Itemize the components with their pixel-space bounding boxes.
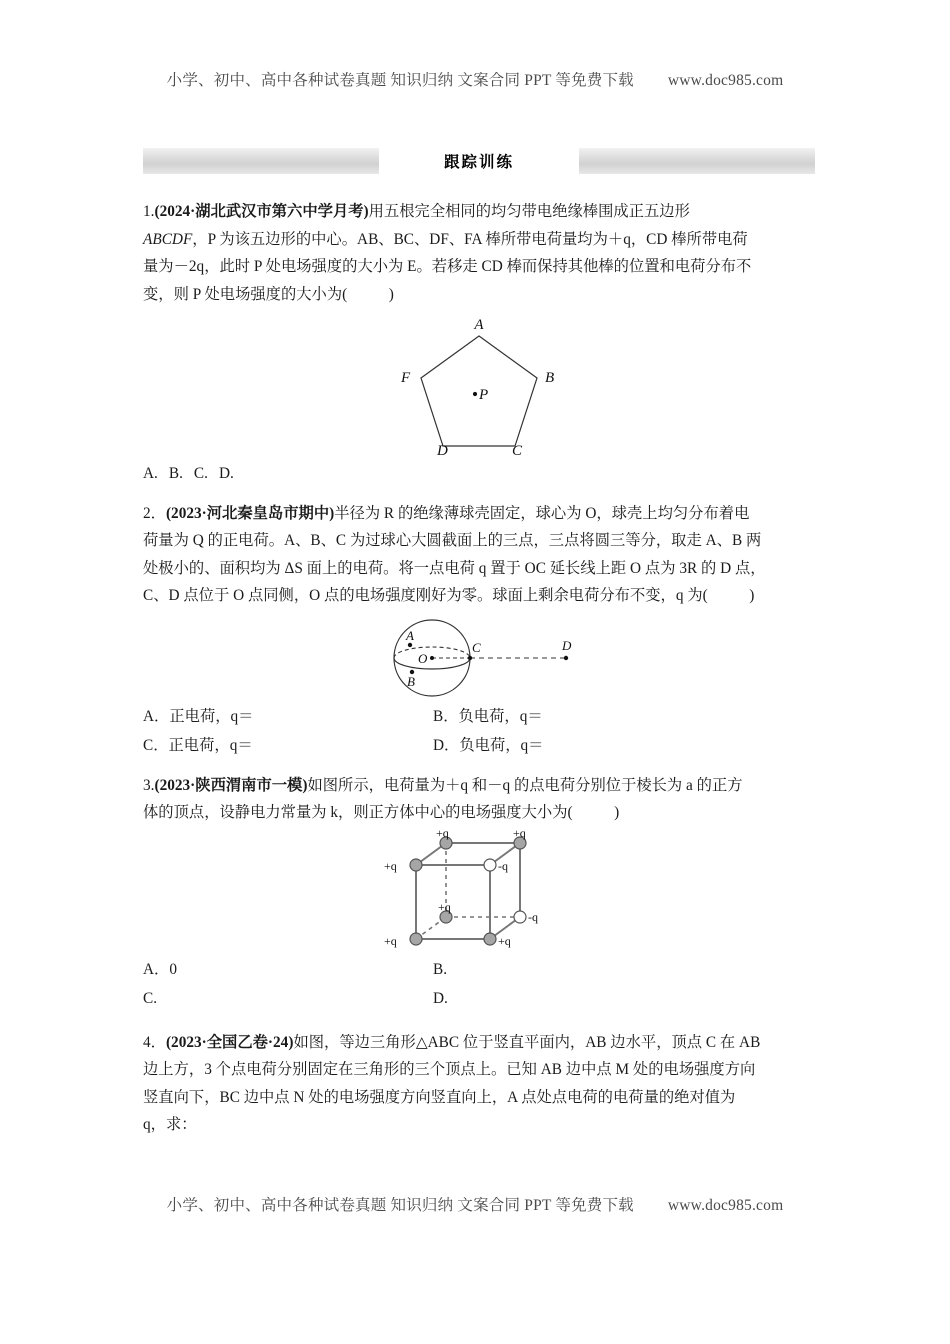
figure-cube [143, 829, 815, 953]
header-watermark-text: 小学、初中、高中各种试卷真题 知识归纳 文案合同 PPT 等免费下载 [166, 72, 634, 89]
question-3 [143, 772, 815, 1013]
cube-label-front-bottom-right: +q [498, 933, 511, 948]
question-2-close-paren: ) [749, 587, 755, 604]
question-3-options [143, 955, 815, 1013]
question-1-options [143, 460, 815, 488]
question-1-option-b[interactable]: B. [168, 465, 183, 482]
question-4-line1: 如图，等边三角形△ABC 位于竖直平面内，AB 边水平，顶点 C 在 AB [293, 1033, 761, 1051]
question-4-number: 4． [143, 1033, 166, 1051]
sphere-svg [344, 614, 614, 700]
question-1-line4: 变，则 P 处电场强度的大小为( [143, 285, 348, 303]
cube-vertex-front-top-left [410, 859, 422, 871]
question-1-text [143, 198, 815, 308]
cube-vertex-front-bottom-left [410, 933, 422, 945]
sphere-point-c [468, 655, 472, 659]
pentagon-vertex-f: F [401, 370, 411, 386]
question-3-line1: 如图所示，电荷量为＋q 和－q 的点电荷分别位于棱长为 a 的正方 [307, 776, 743, 794]
question-3-option-d[interactable]: D. [433, 989, 448, 1007]
cube-vertex-front-top-right [484, 859, 496, 871]
question-1-label-abcdf: ABCDF [143, 230, 193, 248]
sphere-point-d [564, 655, 568, 659]
question-2-line4: C、D 点位于 O 点同侧，O 点的电场强度刚好为零。球面上剩余电荷分布不变，q 为( [143, 587, 708, 604]
question-3-text [143, 772, 815, 827]
document-content [143, 148, 815, 1145]
sphere-label-o: O [418, 650, 428, 666]
question-2-option-a[interactable]: A．正电荷，q＝ [143, 707, 254, 725]
cube-label-back-top-right: +q [513, 828, 526, 840]
question-4-line3: 竖直向下，BC 边中点 N 处的电场强度方向竖直向上，A 点处点电荷的电荷量的绝对值为 [143, 1088, 736, 1106]
cube-vertex-back-bottom-right [514, 911, 526, 923]
question-2-number: 2． [143, 504, 166, 522]
section-banner-center [379, 148, 579, 174]
sphere-label-a: A [406, 627, 414, 643]
figure-sphere [143, 614, 815, 700]
sphere-label-b: B [407, 673, 415, 689]
question-3-close-paren: ) [614, 804, 620, 821]
pentagon-center-label: P [479, 387, 489, 403]
question-1-option-c[interactable]: C. [193, 465, 208, 482]
question-1-number: 1. [143, 203, 155, 220]
question-3-option-c[interactable]: C. [143, 989, 158, 1007]
question-3-option-b[interactable]: B. [433, 960, 448, 978]
section-title: 跟踪训练 [443, 153, 514, 171]
header-watermark [0, 68, 950, 90]
question-2 [143, 500, 815, 760]
cube-svg [374, 829, 584, 953]
question-1-line1: 用五根完全相同的均匀带电绝缘棒围成正五边形 [368, 203, 690, 220]
question-2-source: (2023·河北秦皇岛市期中) [165, 504, 335, 522]
question-2-option-b[interactable]: B．负电荷，q＝ [433, 707, 543, 725]
question-4-text [143, 1029, 815, 1139]
cube-label-back-bottom-left: +q [438, 899, 451, 914]
question-1-line3: 量为－2q，此时 P 处电场强度的大小为 E。若移走 CD 棒而保持其他棒的位置和电荷分布不 [143, 258, 752, 275]
pentagon-vertex-c: C [512, 443, 523, 456]
cube-label-front-top-right: -q [498, 858, 508, 873]
sphere-point-o [430, 656, 434, 660]
question-2-line2: 荷量为 Q 的正电荷。A、B、C 为过球心大圆截面上的三点，三点将圆三等分，取走 A、B 两 [143, 532, 762, 549]
question-4-line4: q，求： [143, 1116, 197, 1133]
sphere-point-a [408, 642, 412, 646]
pentagon-vertex-b: B [545, 370, 555, 386]
header-watermark-site: www.doc985.com [667, 72, 784, 89]
question-4-line2: 边上方，3 个点电荷分别固定在三角形的三个顶点上。已知 AB 边中点 M 处的电场强度方向 [143, 1061, 756, 1078]
question-3-number: 3. [143, 776, 155, 794]
question-2-option-d[interactable]: D．负电荷，q＝ [433, 736, 544, 754]
cube-label-back-top-left: +q [436, 828, 449, 840]
footer-watermark [0, 1193, 950, 1215]
question-3-source: (2023·陕西渭南市一模) [154, 776, 308, 794]
question-1 [143, 198, 815, 488]
pentagon-vertex-d: D [437, 443, 448, 456]
question-2-options [143, 702, 815, 760]
question-2-line3: 处极小的、面积均为 ΔS 面上的电荷。将一点电荷 q 置于 OC 延长线上距 O 点为 3R 的 D 点， [143, 559, 766, 577]
pentagon-svg [379, 314, 579, 456]
question-2-option-c[interactable]: C．正电荷，q＝ [143, 736, 253, 754]
footer-watermark-site: www.doc985.com [667, 1197, 784, 1214]
question-2-text [143, 500, 815, 610]
cube-label-back-bottom-right: -q [528, 909, 538, 924]
pentagon-center-dot [473, 392, 477, 396]
figure-pentagon [143, 314, 815, 456]
question-3-option-a[interactable]: A．0 [143, 960, 177, 978]
section-banner [143, 148, 815, 174]
cube-vertex-front-bottom-right [484, 933, 496, 945]
question-3-line2: 体的顶点，设静电力常量为 k，则正方体中心的电场强度大小为( [143, 804, 573, 821]
sphere-label-c: C [472, 639, 481, 655]
footer-watermark-text: 小学、初中、高中各种试卷真题 知识归纳 文案合同 PPT 等免费下载 [166, 1197, 634, 1214]
sphere-label-d: D [562, 637, 572, 653]
question-1-source: (2024·湖北武汉市第六中学月考) [154, 203, 369, 220]
question-1-option-d[interactable]: D. [218, 465, 234, 482]
question-1-option-a[interactable]: A. [143, 465, 158, 482]
question-2-line1: 半径为 R 的绝缘薄球壳固定，球心为 O，球壳上均匀分布着电 [334, 504, 750, 522]
question-4-source: (2023·全国乙卷·24) [165, 1033, 294, 1051]
cube-label-front-bottom-left: +q [384, 933, 397, 948]
cube-label-front-top-left: +q [384, 858, 397, 873]
question-1-close-paren: ) [388, 285, 394, 303]
question-4 [143, 1029, 815, 1139]
pentagon-vertex-a: A [474, 317, 484, 333]
question-1-line2: ，P 为该五边形的中心。AB、BC、DF、FA 棒所带电荷量均为＋q，CD 棒所带电荷 [192, 230, 748, 248]
cube-front-face [416, 865, 490, 939]
